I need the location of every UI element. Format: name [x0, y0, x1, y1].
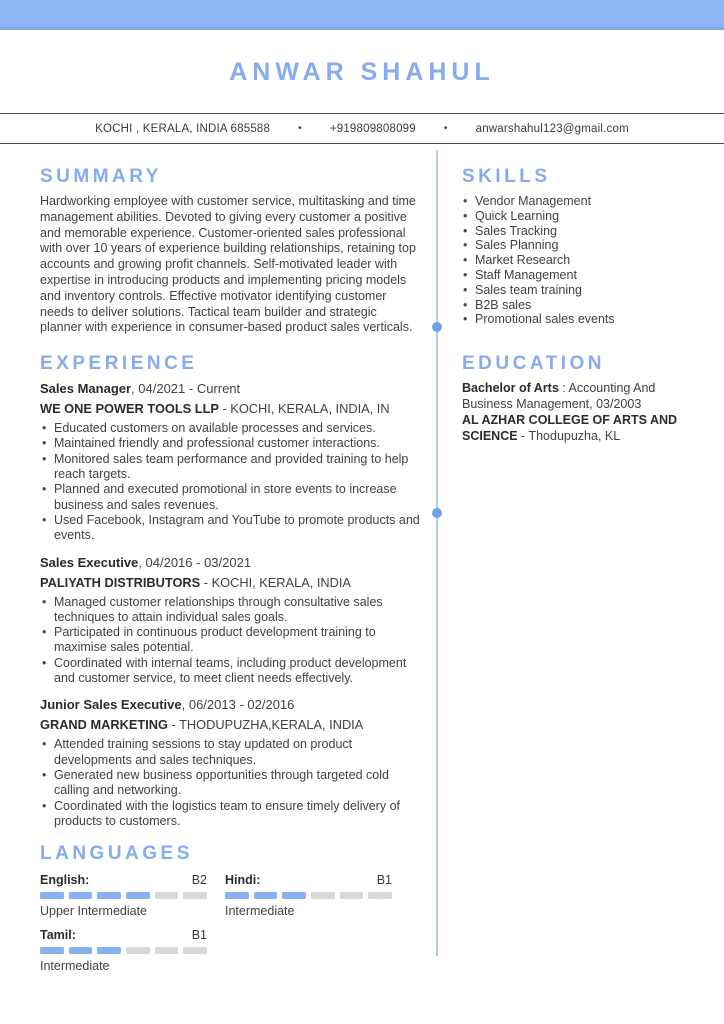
job-bullet: • Educated customers on available processes and services.	[40, 421, 420, 436]
job-company: WE ONE POWER TOOLS LLP	[40, 401, 219, 417]
skill-item: • Sales Tracking	[462, 224, 706, 239]
skill-item: • Sales team training	[462, 283, 706, 298]
language-proficiency-label: Intermediate	[225, 904, 295, 919]
contact-email: anwarshahul123@gmail.com	[475, 122, 629, 135]
job-company: PALIYATH DISTRIBUTORS	[40, 574, 201, 590]
summary-heading: SUMMARY	[40, 166, 162, 187]
language-english	[40, 873, 207, 918]
job-company-line	[40, 575, 420, 591]
skills-heading: SKILLS	[462, 166, 551, 187]
language-header	[40, 928, 207, 943]
job-role: Sales Manager	[40, 381, 132, 397]
job-bullet: • Maintained friendly and professional customer interactions.	[40, 436, 420, 451]
bullet-separator-icon: •	[443, 123, 448, 134]
education-degree: Bachelor of Arts	[462, 381, 559, 396]
skill-item: • Staff Management	[462, 268, 706, 283]
contact-location: KOCHI , KERALA, INDIA 685588	[95, 122, 271, 135]
column-divider-line	[436, 150, 438, 956]
language-level-badge: B1	[191, 928, 207, 943]
language-hindi	[225, 873, 392, 918]
job-bullet: • Used Facebook, Instagram and YouTube to promote products and events.	[40, 513, 420, 544]
skill-item: • Market Research	[462, 253, 706, 268]
left-column	[40, 150, 420, 973]
divider-dot-education	[432, 508, 442, 518]
experience-job-2	[40, 555, 420, 687]
job-bullet-list	[40, 421, 420, 543]
job-location: - THODUPUZHA,KERALA, INDIA	[167, 717, 364, 733]
experience-heading: EXPERIENCE	[40, 353, 198, 375]
job-bullet: • Coordinated with internal teams, including product development and customer service, to meet client needs effectively.	[40, 656, 420, 687]
skill-item: • Promotional sales events	[462, 312, 706, 327]
right-column	[462, 150, 706, 973]
language-level-badge: B1	[376, 873, 392, 888]
job-role: Sales Executive	[40, 554, 139, 570]
experience-job-3	[40, 697, 420, 829]
job-location: - KOCHI, KERALA, INDIA, IN	[218, 401, 390, 417]
skill-item: • Quick Learning	[462, 209, 706, 224]
job-title-line	[40, 555, 420, 571]
top-accent-bar	[0, 0, 724, 30]
education-school: AL AZHAR COLLEGE OF ARTS AND SCIENCE	[462, 413, 678, 444]
job-dates: , 04/2021 - Current	[131, 381, 241, 397]
job-role: Junior Sales Executive	[40, 697, 182, 713]
main-content	[0, 150, 724, 973]
education-block	[462, 380, 706, 444]
skill-item: • B2B sales	[462, 298, 706, 313]
experience-job-1	[40, 381, 420, 543]
education-degree-detail: : Accounting And Business Management, 03/2003	[462, 381, 656, 412]
bullet-separator-icon: •	[298, 123, 302, 134]
language-proficiency-label: Intermediate	[40, 959, 110, 974]
language-name: English:	[40, 873, 90, 888]
languages-heading: LANGUAGES	[40, 843, 193, 865]
education-school-location: - Thodupuzha, KL	[517, 429, 621, 444]
skill-item: • Sales Planning	[462, 238, 706, 253]
language-proficiency-bar	[40, 947, 207, 954]
languages-grid	[40, 873, 420, 973]
job-bullet-list	[40, 737, 420, 829]
contact-bar	[0, 113, 724, 144]
language-proficiency-label: Upper Intermediate	[40, 904, 148, 919]
job-company-line	[40, 717, 420, 733]
job-bullet: • Participated in continuous product development training to maximise sales potential.	[40, 625, 420, 656]
language-tamil	[40, 928, 207, 973]
job-bullet: • Attended training sessions to stay updated on product developments and sales techniques.	[40, 737, 420, 768]
job-location: - KOCHI, KERALA, INDIA	[200, 574, 351, 590]
education-heading: EDUCATION	[462, 353, 606, 375]
job-company-line	[40, 401, 420, 417]
skills-list	[462, 194, 706, 327]
language-name: Tamil:	[40, 928, 76, 943]
job-bullet: • Planned and executed promotional in store events to increase business and sales revenues.	[40, 482, 420, 513]
language-header	[40, 873, 207, 888]
job-bullet: • Monitored sales team performance and provided training to help reach targets.	[40, 452, 420, 483]
language-level-badge: B2	[191, 873, 207, 888]
summary-text: Hardworking employee with customer service, multitasking and time management abilities. Devoted to giving every customer a positive and memorable experience. Customer-oriented sales professional with over 10 years of experience building relationships, retaining top accounts and growing profit channels. Self-motivated leader with expertise in introducing products and implementing pricing models and inventory controls. Effective motivator identifying customer needs to deliver solutions. Tactical team builder and strategic planner with experience in consumer-based product sales verticals.	[40, 194, 416, 335]
job-bullet-list	[40, 595, 420, 687]
job-bullet: • Managed customer relationships through consultative sales techniques to attain individual sales goals.	[40, 595, 420, 626]
job-bullet: • Generated new business opportunities through targeted cold calling and networking.	[40, 768, 420, 799]
job-bullet: • Coordinated with the logistics team to ensure timely delivery of products to customers.	[40, 799, 420, 830]
job-company: GRAND MARKETING	[40, 717, 168, 733]
skill-item: • Vendor Management	[462, 194, 706, 209]
contact-phone: +919809808099	[329, 122, 416, 135]
divider-dot-skills	[432, 322, 442, 332]
job-dates: , 04/2016 - 03/2021	[138, 554, 252, 570]
job-dates: , 06/2013 - 02/2016	[181, 697, 295, 713]
language-name: Hindi:	[225, 873, 261, 888]
language-proficiency-bar	[40, 892, 207, 899]
language-proficiency-bar	[225, 892, 392, 899]
job-title-line	[40, 697, 420, 713]
candidate-name: ANWAR SHAHUL	[229, 58, 495, 86]
job-title-line	[40, 381, 420, 397]
language-header	[225, 873, 392, 888]
